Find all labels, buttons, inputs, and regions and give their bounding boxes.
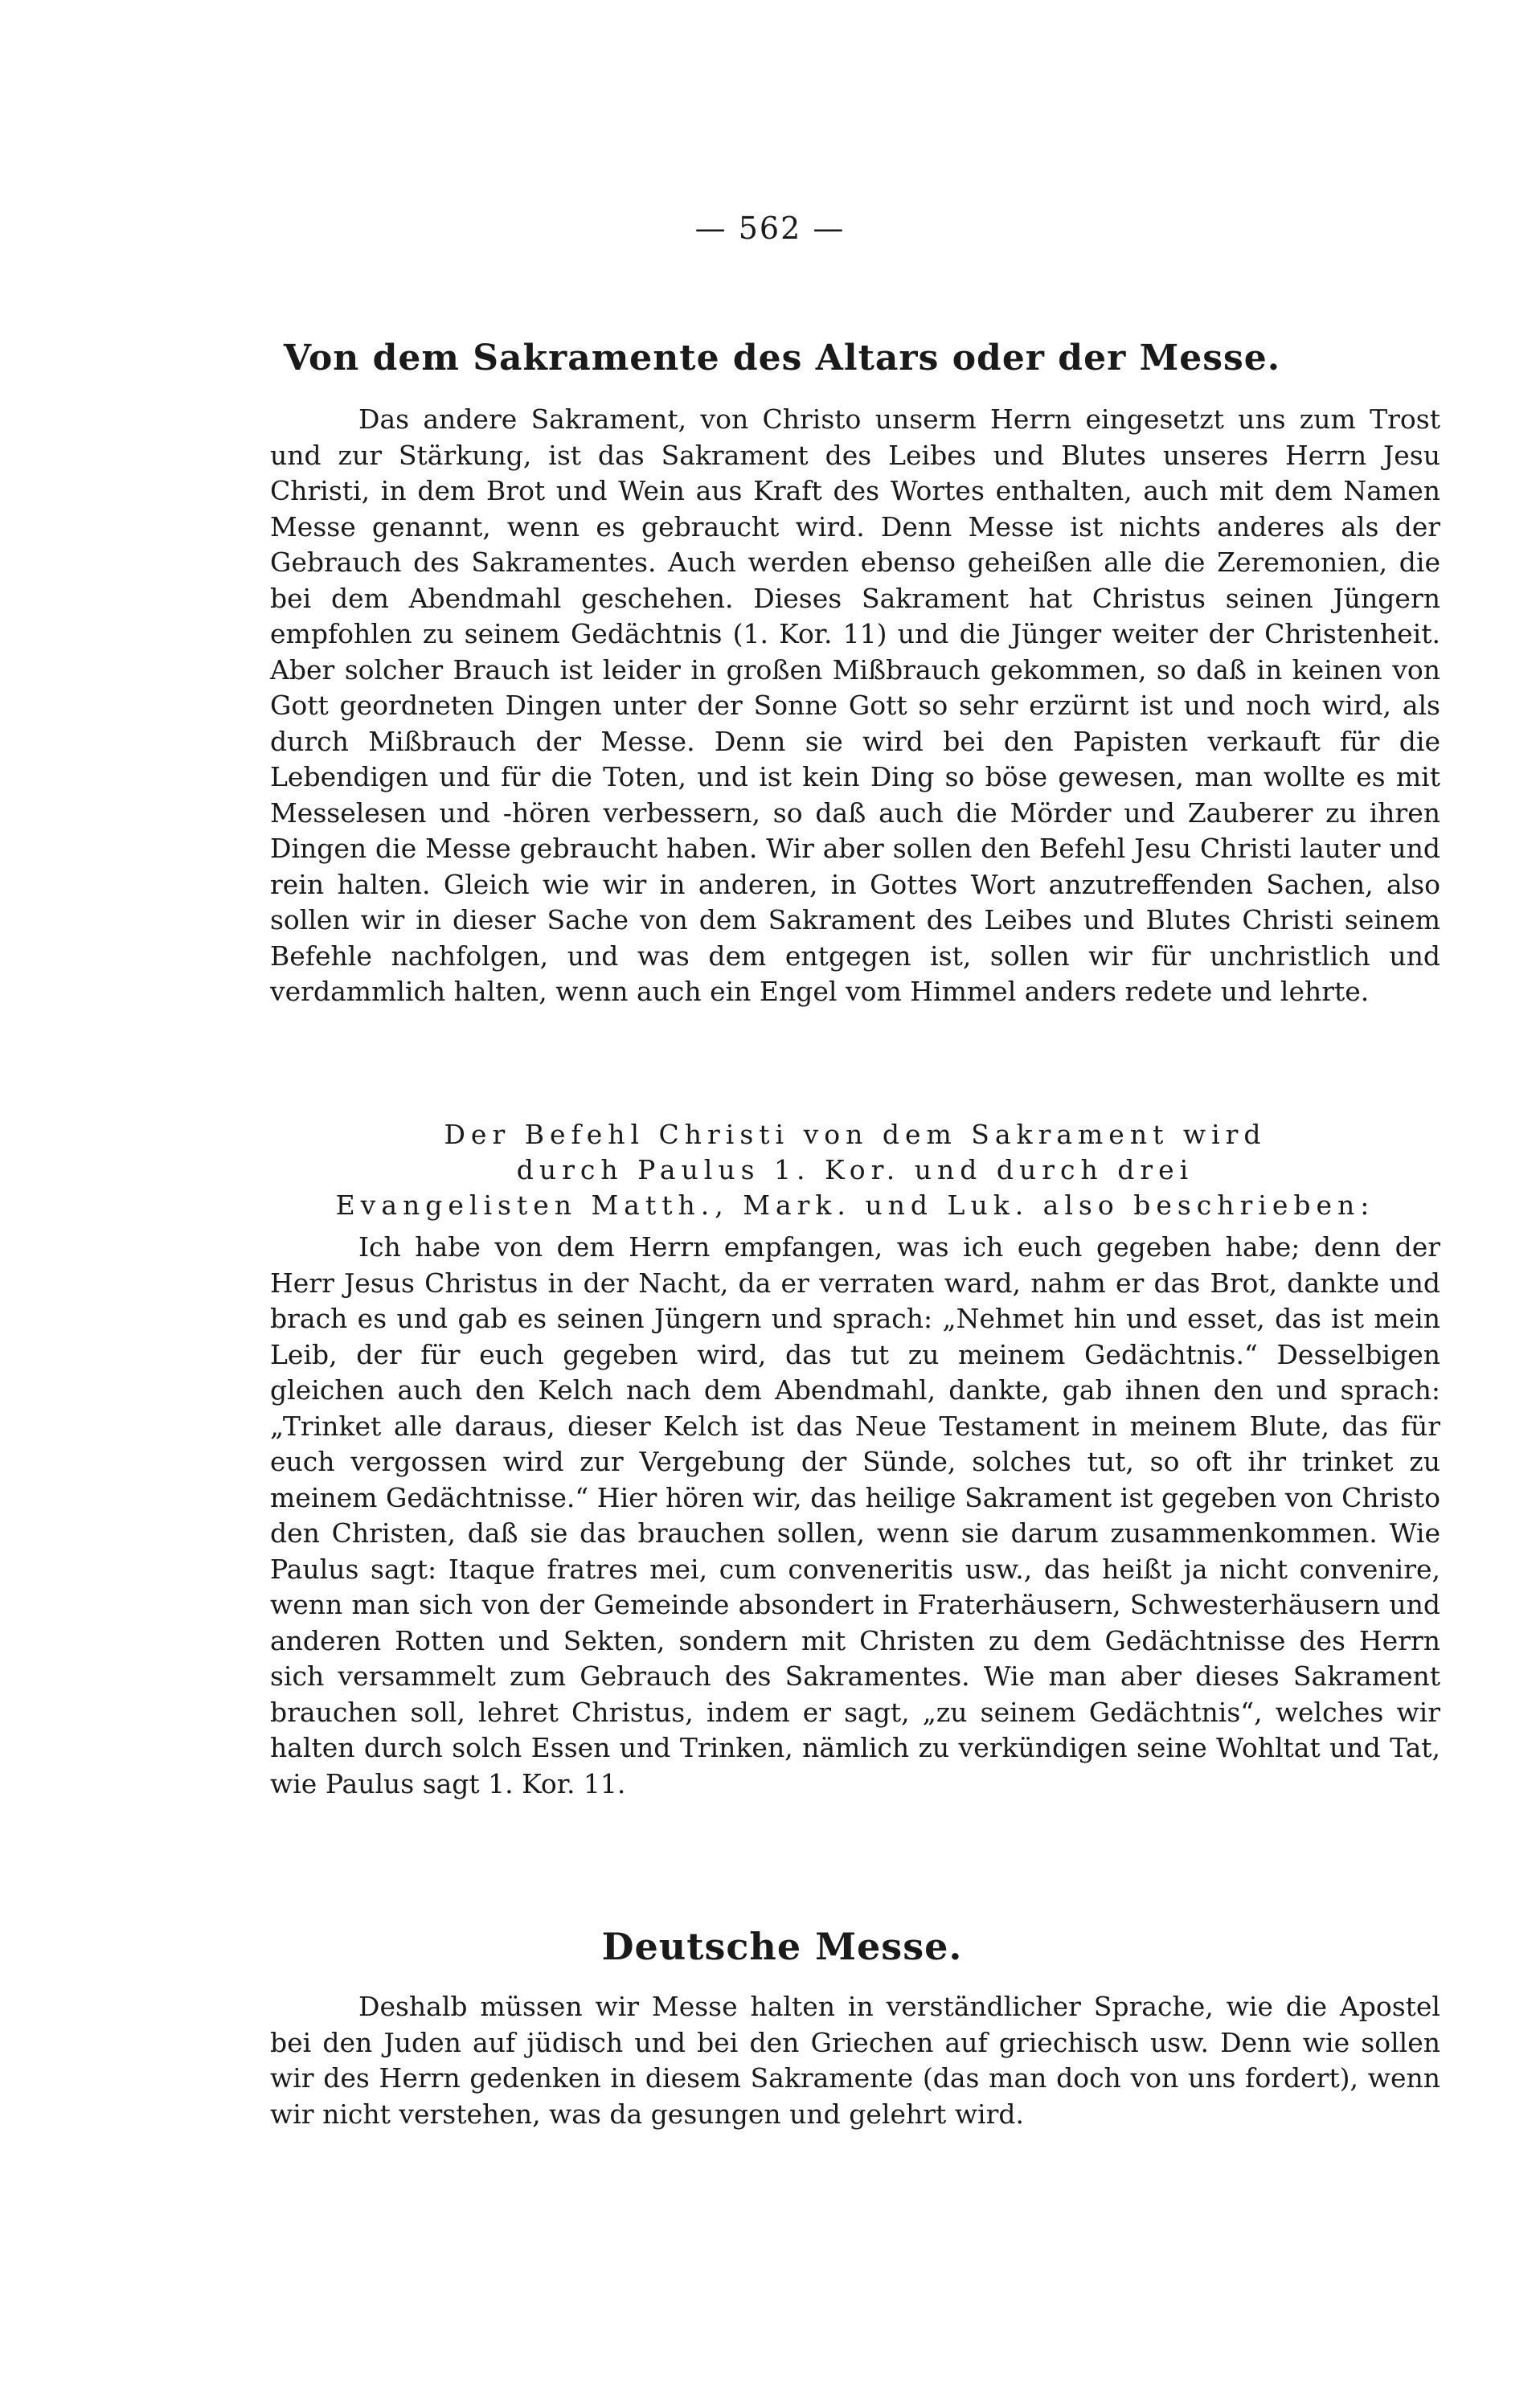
section-title-sacrament: Von dem Sakramente des Altars oder der Messe. <box>283 338 1281 379</box>
command-heading-line-3: Evangelisten Matth., Mark. und Luk. also beschrieben: <box>335 1189 1375 1221</box>
page-number: — 562 — <box>694 211 846 246</box>
paragraph-german-mass: Deshalb müssen wir Messe halten in verständlicher Sprache, wie die Apostel bei den Juden auf jüdisch und bei den Griechen auf griechisch usw. Denn wie sollen wir des Herrn gedenken in diesem Sakramente (das man doch von uns fordert), wenn wir nicht verstehen, was da gesungen und gelehrt wird. <box>270 1991 1440 2130</box>
command-heading-line-1: Der Befehl Christi von dem Sakrament wird <box>444 1119 1267 1150</box>
paragraph-command: Ich habe von dem Herrn empfangen, was ich euch gegeben habe; denn der Herr Jesus Christus in der Nacht, da er verraten ward, nahm er das Brot, dankte und brach es und gab es seinen Jüngern und sprach: „Nehmet hin und esset, das ist mein Leib, der für euch gegeben wird, das tut zu meinem Gedächtnis.“ Desselbigen gleichen auch den Kelch nach dem Abendmahl, dankte, gab ihnen den und sprach: „Trinket alle daraus, dieser Kelch ist das Neue Testament in meinem Blute, das für euch vergossen wird zur Vergebung der Sünde, solches tut, so oft ihr trinket zu meinem Gedächtnisse.“ Hier hören wir, das heilige Sakrament ist gegeben von Christo den Christen, daß sie das brauchen sollen, wenn sie darum zusammenkommen. Wie Paulus sagt: Itaque fratres mei, cum conveneritis usw., das heißt ja nicht convenire, wenn man sich von der Gemeinde absondert in Fraterhäusern, Schwesterhäusern und anderen Rotten und Sekten, sondern mit Christen zu dem Gedächtnisse des Herrn sich versammelt zum Gebrauch des Sakramentes. Wie man aber dieses Sakrament brauchen soll, lehret Christus, indem er sagt, „zu seinem Gedächtnis“, welches wir halten durch solch Essen und Trinken, nämlich zu verkündigen seine Wohltat und Tat, wie Paulus sagt 1. Kor. 11. <box>270 1231 1440 1799</box>
command-heading <box>270 1117 1440 1223</box>
section-title-german-mass: Deutsche Messe. <box>601 1925 963 1968</box>
paragraph-sacrament: Das andere Sakrament, von Christo unserm Herrn eingesetzt uns zum Trost und zur Stärkung, ist das Sakrament des Leibes und Blutes unseres Herrn Jesu Christi, in dem Brot und Wein aus Kraft des Wortes enthalten, auch mit dem Namen Messe genannt, wenn es gebraucht wird. Denn Messe ist nichts anderes als der Gebrauch des Sakramentes. Auch werden ebenso geheißen alle die Zeremonien, die bei dem Abendmahl geschehen. Dieses Sakrament hat Christus seinen Jüngern empfohlen zu seinem Gedächtnis (1. Kor. 11) und die Jünger weiter der Christenheit. Aber solcher Brauch ist leider in großen Mißbrauch gekommen, so daß in keinen von Gott geordneten Dingen unter der Sonne Gott so sehr erzürnt ist und noch wird, als durch Mißbrauch der Messe. Denn sie wird bei den Papisten verkauft für die Lebendigen und für die Toten, und ist kein Ding so böse gewesen, man wollte es mit Messelesen und -hören verbessern, so daß auch die Mörder und Zauberer zu ihren Dingen die Messe gebraucht haben. Wir aber sollen den Befehl Jesu Christi lauter und rein halten. Gleich wie wir in anderen, in Gottes Wort anzutreffenden Sachen, also sollen wir in dieser Sache von dem Sakrament des Leibes und Blutes Christi seinem Befehle nachfolgen, und was dem entgegen ist, sollen wir für unchristlich und verdammlich halten, wenn auch ein Engel vom Himmel anders redete und lehrte. <box>270 403 1440 1007</box>
command-heading-line-2: durch Paulus 1. Kor. und durch drei <box>516 1154 1194 1185</box>
